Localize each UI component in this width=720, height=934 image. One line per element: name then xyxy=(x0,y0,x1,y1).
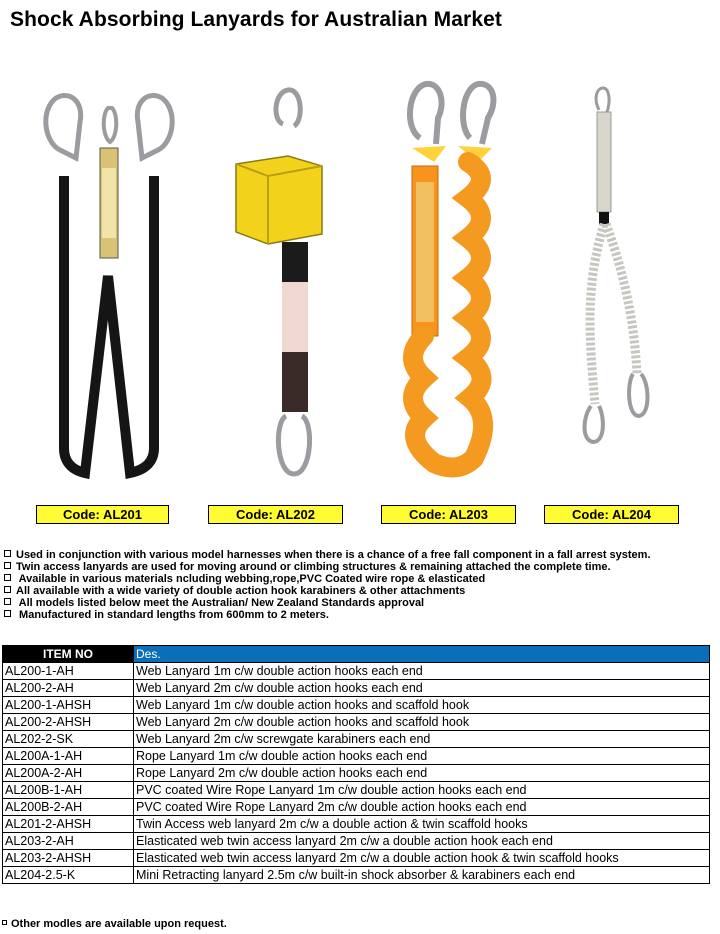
twin-web-lanyard-image xyxy=(30,88,190,488)
item-no-cell: AL200-1-AH xyxy=(3,663,134,680)
hook-icon xyxy=(596,88,609,112)
list-item: All models listed below meet the Australian/ New Zealand Standards approval xyxy=(4,597,651,609)
product-code-al201: Code: AL201 xyxy=(36,505,169,524)
bullet-square-icon xyxy=(4,598,11,605)
item-no-cell: AL201-2-AHSH xyxy=(3,816,134,833)
product-table xyxy=(2,645,710,884)
table-row xyxy=(3,850,710,867)
description-cell: Rope Lanyard 1m c/w double action hooks each end xyxy=(134,748,710,765)
bullet-square-icon xyxy=(4,550,11,557)
item-no-cell: AL203-2-AH xyxy=(3,833,134,850)
description-cell: Elasticated web twin access lanyard 2m c/w a double action hook each end xyxy=(134,833,710,850)
description-cell: Web Lanyard 2m c/w double action hooks each end xyxy=(134,680,710,697)
table-row xyxy=(3,697,710,714)
description-cell: Web Lanyard 2m c/w double action hooks and scaffold hook xyxy=(134,714,710,731)
list-item: Used in conjunction with various model harnesses when there is a chance of a free fall component in a fall arrest system. xyxy=(4,549,651,561)
pack-lanyard-image xyxy=(228,86,338,481)
item-no-cell: AL200A-1-AH xyxy=(3,748,134,765)
description-cell: Mini Retracting lanyard 2.5m c/w built-in shock absorber & karabiners each end xyxy=(134,867,710,884)
bullet-square-icon xyxy=(4,610,11,617)
description-header: Des. xyxy=(134,646,710,663)
bullet-square-icon xyxy=(4,562,11,569)
table-row xyxy=(3,799,710,816)
footer-note: Other modles are available upon request. xyxy=(2,918,227,930)
item-no-cell: AL204-2.5-K xyxy=(3,867,134,884)
hook-icon xyxy=(585,406,603,442)
item-no-cell: AL200-2-AHSH xyxy=(3,714,134,731)
karabiner-icon xyxy=(276,90,300,126)
item-no-header: ITEM NO xyxy=(3,646,134,663)
product-code-al204: Code: AL204 xyxy=(544,505,679,524)
table-row xyxy=(3,731,710,748)
table-row xyxy=(3,680,710,697)
item-no-cell: AL202-2-SK xyxy=(3,731,134,748)
item-no-cell: AL200B-1-AH xyxy=(3,782,134,799)
table-row xyxy=(3,714,710,731)
karabiner-icon xyxy=(278,416,309,474)
product-images xyxy=(0,78,720,498)
table-row xyxy=(3,816,710,833)
description-cell: Web Lanyard 1m c/w double action hooks each end xyxy=(134,663,710,680)
list-item: All available with a wide variety of double action hook karabiners & other attachments xyxy=(4,585,651,597)
description-cell: Elasticated web twin access lanyard 2m c/w a double action hook & twin scaffold hooks xyxy=(134,850,710,867)
item-no-cell: AL200B-2-AH xyxy=(3,799,134,816)
bullet-circle-icon xyxy=(2,920,7,925)
retracting-lanyard-image xyxy=(575,86,665,466)
list-item: Twin access lanyards are used for moving around or climbing structures & remaining attached the complete time. xyxy=(4,561,651,573)
description-cell: Twin Access web lanyard 2m c/w a double action & twin scaffold hooks xyxy=(134,816,710,833)
table-row xyxy=(3,833,710,850)
table-header-row xyxy=(3,646,710,663)
description-cell: Web Lanyard 1m c/w double action hooks and scaffold hook xyxy=(134,697,710,714)
table-row xyxy=(3,748,710,765)
table-row xyxy=(3,782,710,799)
description-cell: Rope Lanyard 2m c/w double action hooks each end xyxy=(134,765,710,782)
page-title: Shock Absorbing Lanyards for Australian Market xyxy=(10,8,502,31)
product-code-al202: Code: AL202 xyxy=(208,505,343,524)
bullet-square-icon xyxy=(4,574,11,581)
list-item: Manufactured in standard lengths from 600mm to 2 meters. xyxy=(4,609,651,621)
elasticated-lanyard-image xyxy=(398,78,508,478)
list-item: Available in various materials ncluding webbing,rope,PVC Coated wire rope & elasticated xyxy=(4,573,651,585)
item-no-cell: AL203-2-AHSH xyxy=(3,850,134,867)
hook-icon xyxy=(629,374,647,416)
description-cell: PVC coated Wire Rope Lanyard 2m c/w double action hooks each end xyxy=(134,799,710,816)
description-cell: Web Lanyard 2m c/w screwgate karabiners each end xyxy=(134,731,710,748)
item-no-cell: AL200-2-AH xyxy=(3,680,134,697)
table-row xyxy=(3,765,710,782)
item-no-cell: AL200-1-AHSH xyxy=(3,697,134,714)
feature-list xyxy=(4,549,651,621)
table-row xyxy=(3,867,710,884)
item-no-cell: AL200A-2-AH xyxy=(3,765,134,782)
product-code-al203: Code: AL203 xyxy=(381,505,516,524)
table-row xyxy=(3,663,710,680)
bullet-square-icon xyxy=(4,586,11,593)
description-cell: PVC coated Wire Rope Lanyard 1m c/w double action hooks each end xyxy=(134,782,710,799)
hook-icon xyxy=(410,84,493,144)
